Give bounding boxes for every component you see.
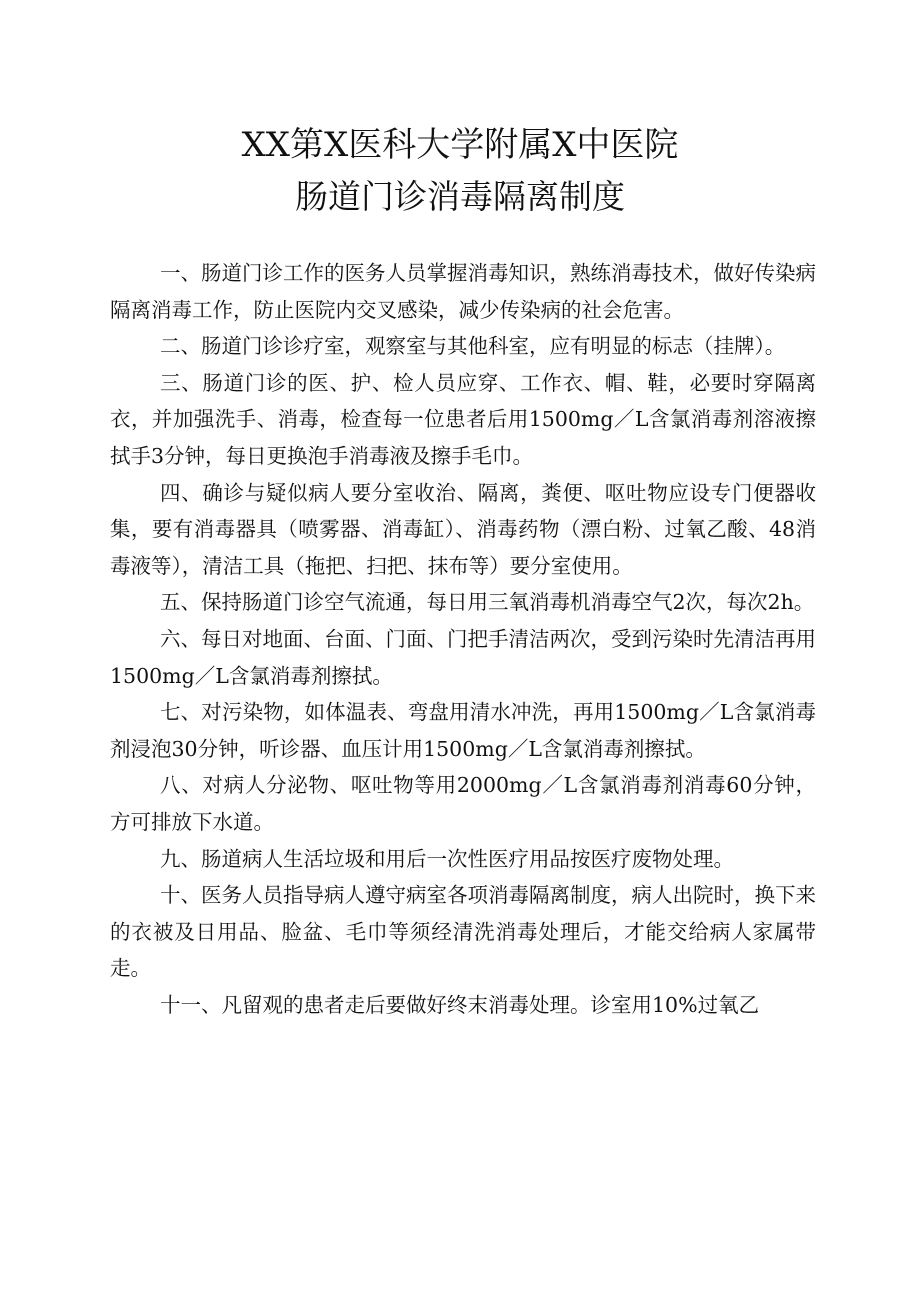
paragraph-2: 二、肠道门诊诊疗室，观察室与其他科室，应有明显的标志（挂牌）。 <box>160 334 786 359</box>
paragraph-1: 一、肠道门诊工作的医务人员掌握消毒知识，熟练消毒技术，做好传染病隔离消毒工作，防止医院内交叉感染，减少传染病的社会危害。 <box>110 261 816 322</box>
paragraph-10: 十、医务人员指导病人遵守病室各项消毒隔离制度，病人出院时，换下来的衣被及日用品、脸盆、毛巾等须经清洗消毒处理后，才能交给病人家属带走。 <box>110 883 816 981</box>
document-title-line1: XX第X医科大学附属X中医院 <box>241 125 679 165</box>
paragraph-3: 三、肠道门诊的医、护、检人员应穿、工作衣、帽、鞋，必要时穿隔离衣，并加强洗手、消毒，检查每一位患者后用1500mg／L含氯消毒剂溶液擦拭手3分钟，每日更换泡手消毒液及擦手毛巾。 <box>110 370 816 468</box>
paragraph-6: 六、每日对地面、台面、门面、门把手清洁两次，受到污染时先清洁再用1500mg／L含氯消毒剂擦拭。 <box>110 626 816 688</box>
paragraph-8: 八、对病人分泌物、呕吐物等用2000mg／L含氯消毒剂消毒60分钟，方可排放下水道。 <box>110 773 816 834</box>
paragraph-11: 十一、凡留观的患者走后要做好终末消毒处理。诊室用10%过氧乙 <box>160 992 760 1017</box>
document-body <box>110 255 816 1023</box>
paragraph-5: 五、保持肠道门诊空气流通，每日用三氧消毒机消毒空气2次，每次2h。 <box>160 590 815 615</box>
document-title-line2: 肠道门诊消毒隔离制度 <box>295 177 625 216</box>
paragraph-4: 四、确诊与疑似病人要分室收治、隔离，粪便、呕吐物应设专门便器收集，要有消毒器具（喷雾器、消毒缸）、消毒药物（漂白粉、过氧乙酸、48消毒液等），清洁工具（拖把、扫把、抹布等）要分室使用。 <box>110 480 816 578</box>
paragraph-9: 九、肠道病人生活垃圾和用后一次性医疗用品按医疗废物处理。 <box>160 846 734 871</box>
paragraph-7: 七、对污染物，如体温表、弯盘用清水冲洗，再用1500mg／L含氯消毒剂浸泡30分钟，听诊器、血压计用1500mg／L含氯消毒剂擦拭。 <box>110 700 816 761</box>
